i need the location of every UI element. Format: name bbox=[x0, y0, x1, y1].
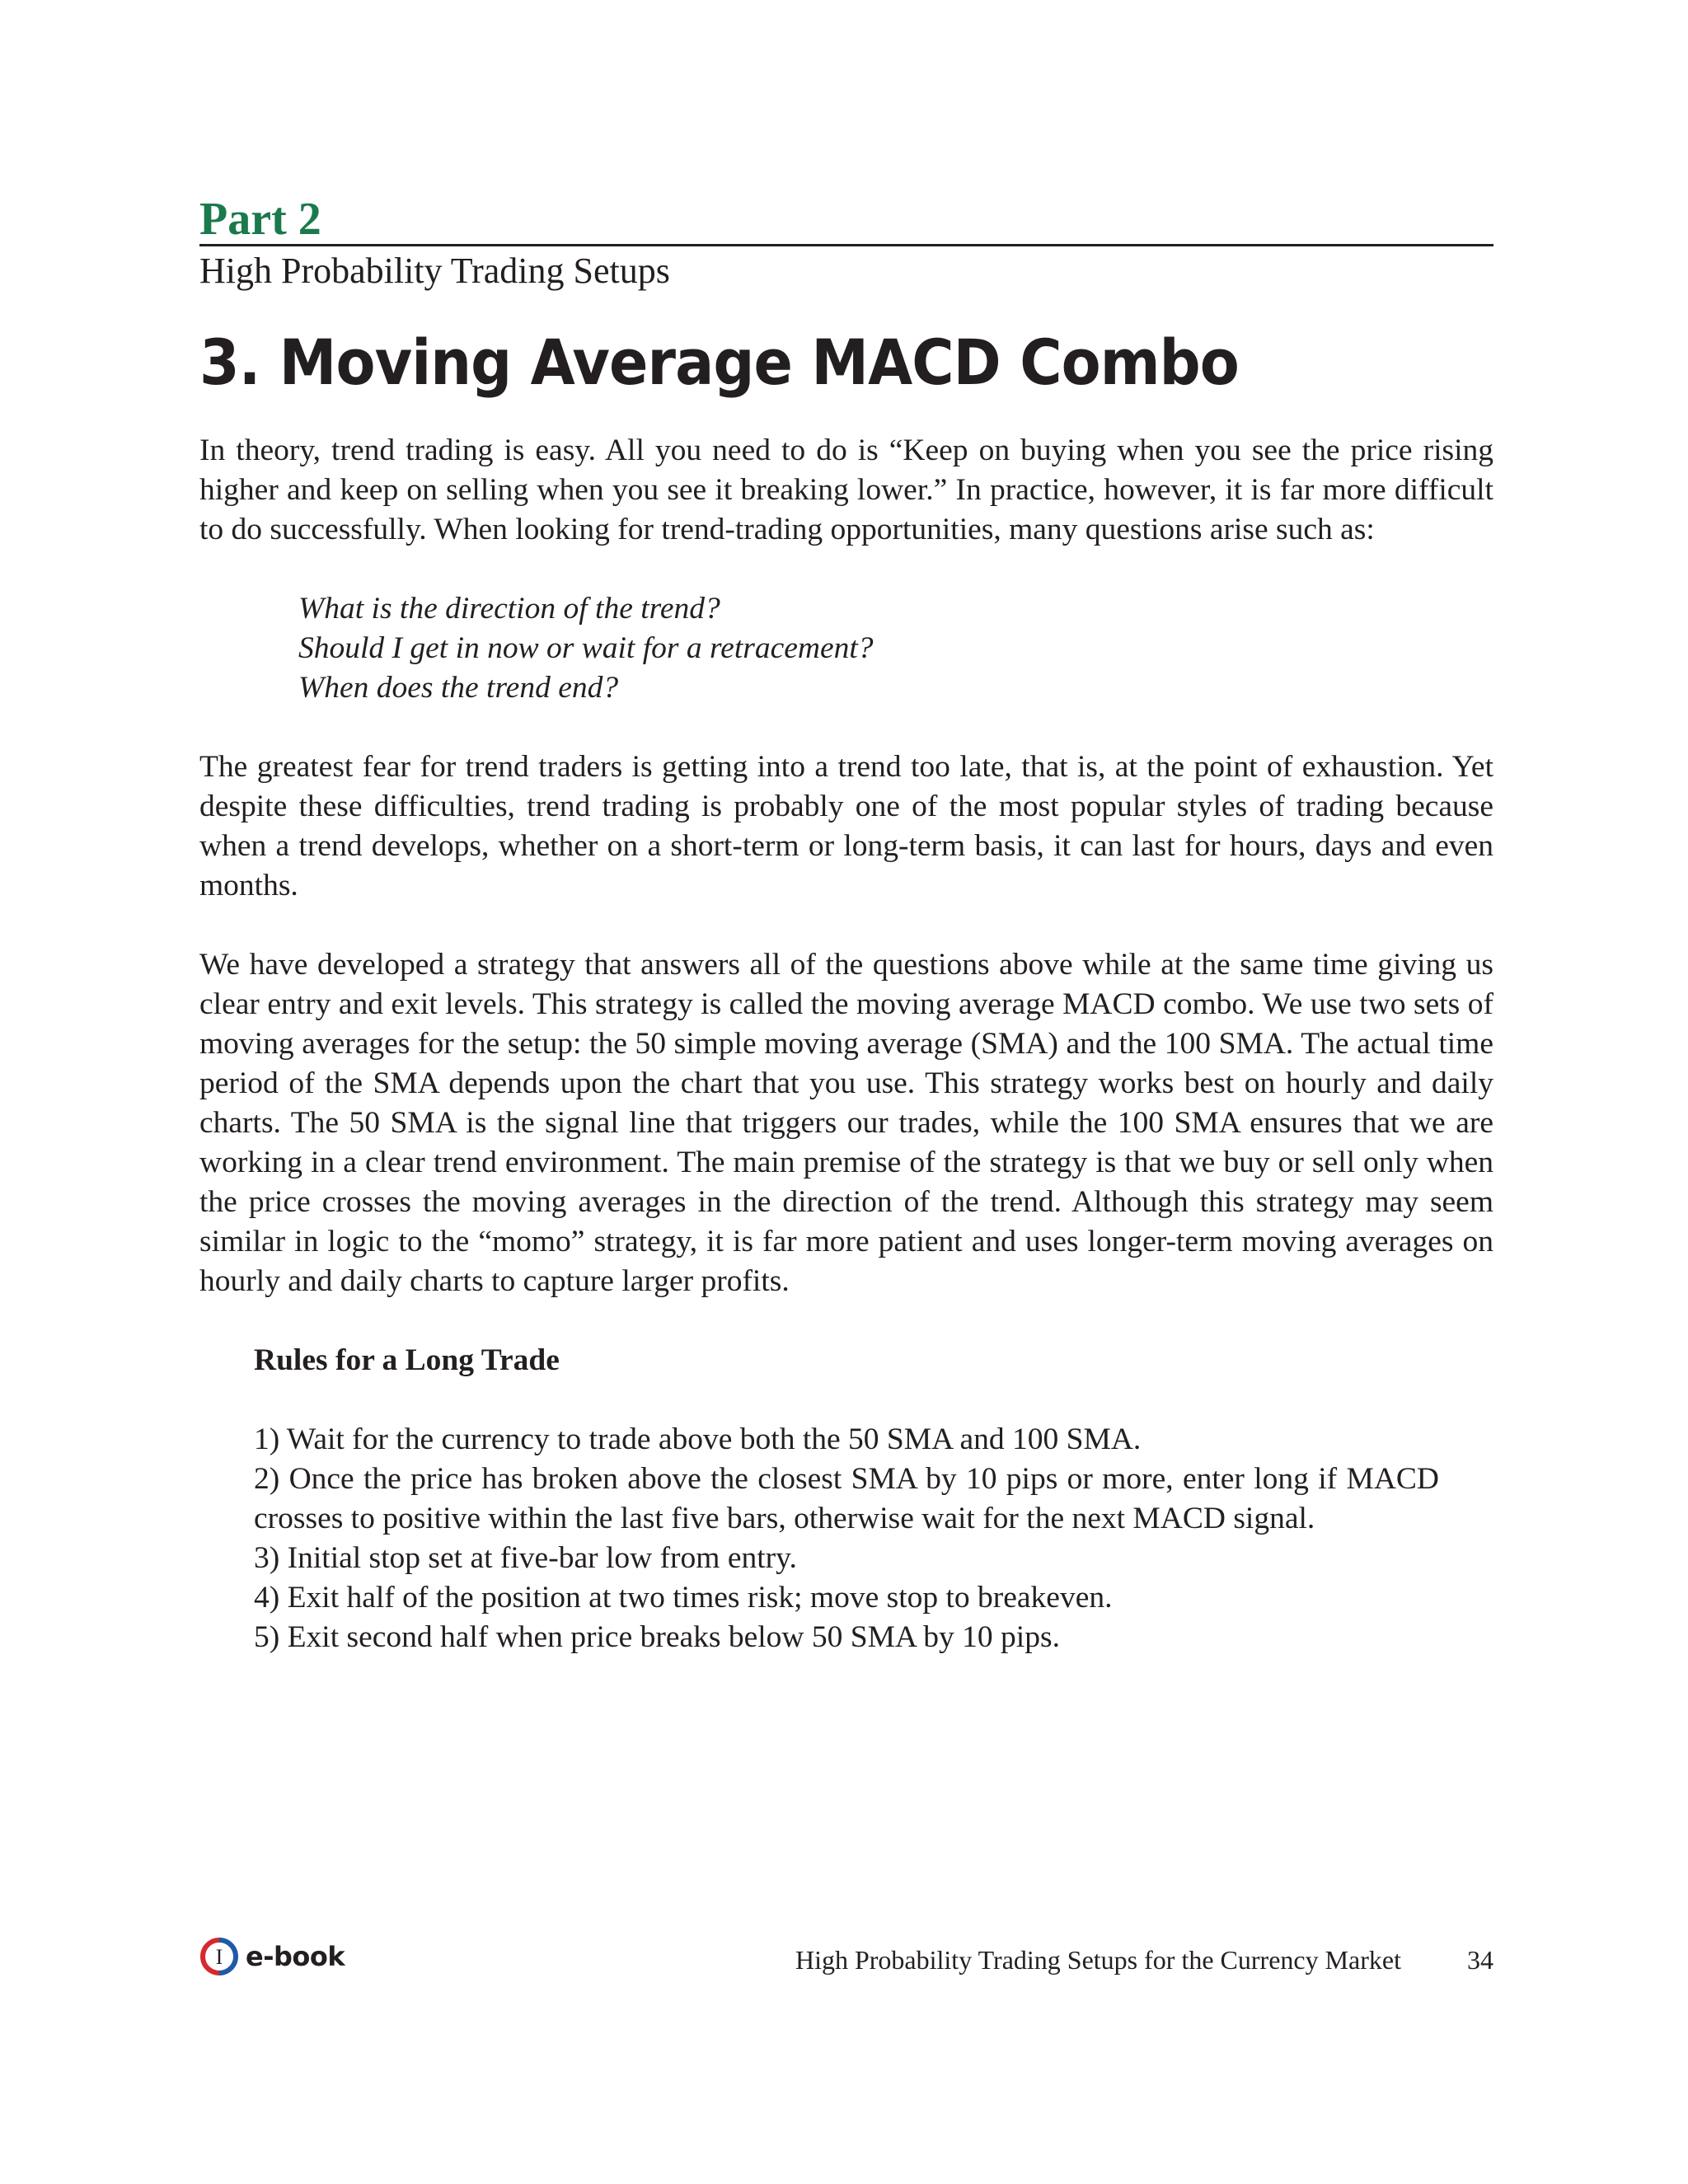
rules-heading: Rules for a Long Trade bbox=[254, 1343, 560, 1378]
paragraph-fear: The greatest fear for trend traders is getting into a trend too late, that is, at the point of exhaustion. Yet despite these difficulties, trend trading is probably one of the most popular styles of trading because when a trend develops, whether on a short-term or long-term basis, it can last for hours, days and even months. bbox=[199, 750, 1493, 903]
rule-item: 2) Once the price has broken above the closest SMA by 10 pips or more, enter long if MACD crosses to positive within the last five bars, otherwise wait for the next MACD signal. bbox=[254, 1462, 1439, 1536]
question-list bbox=[199, 589, 1493, 708]
rule-item: 4) Exit half of the position at two times risk; move stop to breakeven. bbox=[254, 1581, 1113, 1615]
rule-item: 3) Initial stop set at five-bar low from entry. bbox=[254, 1541, 797, 1576]
rules-section bbox=[199, 1341, 1493, 1657]
part-subtitle: High Probability Trading Setups bbox=[199, 251, 670, 291]
ebook-logo-icon bbox=[199, 1937, 239, 1976]
logo-text: e-book bbox=[246, 1941, 345, 1972]
rule-item: 1) Wait for the currency to trade above both the 50 SMA and 100 SMA. bbox=[254, 1422, 1142, 1457]
chapter-title: 3. Moving Average MACD Combo bbox=[199, 325, 1239, 399]
rules-list bbox=[254, 1420, 1439, 1657]
page-footer bbox=[199, 1933, 1493, 1980]
question-item: Should I get in now or wait for a retracement? bbox=[298, 631, 874, 666]
page-number: 34 bbox=[1467, 1945, 1493, 1975]
paragraph-strategy: We have developed a strategy that answers all of the questions above while at the same time giving us clear entry and exit levels. This strategy is called the moving average MACD combo. We use two sets of moving averages for the setup: the 50 simple moving average (SMA) and the 100 SMA. The actual time period of the SMA depends upon the chart that you use. This strategy works best on hourly and daily charts. The 50 SMA is the signal line that triggers our trades, while the 100 SMA ensures that we are working in a clear trend environment. The main premise of the strategy is that we buy or sell only when the price crosses the moving averages in the direction of the trend. Although this strategy may seem similar in logic to the “momo” strategy, it is far more patient and uses longer-term moving averages on hourly and daily charts to capture larger profits. bbox=[199, 948, 1493, 1299]
logo-letter: I bbox=[215, 1945, 223, 1969]
part-header bbox=[199, 194, 1493, 246]
ebook-logo bbox=[199, 1933, 345, 1980]
question-item: What is the direction of the trend? bbox=[298, 592, 720, 626]
footer-book-title: High Probability Trading Setups for the Currency Market bbox=[795, 1945, 1401, 1975]
question-item: When does the trend end? bbox=[298, 671, 619, 705]
intro-paragraph: In theory, trend trading is easy. All you need to do is “Keep on buying when you see the price rising higher and keep on selling when you see it breaking lower.” In practice, however, it is far more difficult to do successfully. When looking for trend-trading opportunities, many questions arise such as: bbox=[199, 434, 1493, 547]
page-content bbox=[199, 194, 1493, 1657]
part-label: Part 2 bbox=[199, 194, 321, 245]
rule-item: 5) Exit second half when price breaks below 50 SMA by 10 pips. bbox=[254, 1620, 1060, 1655]
